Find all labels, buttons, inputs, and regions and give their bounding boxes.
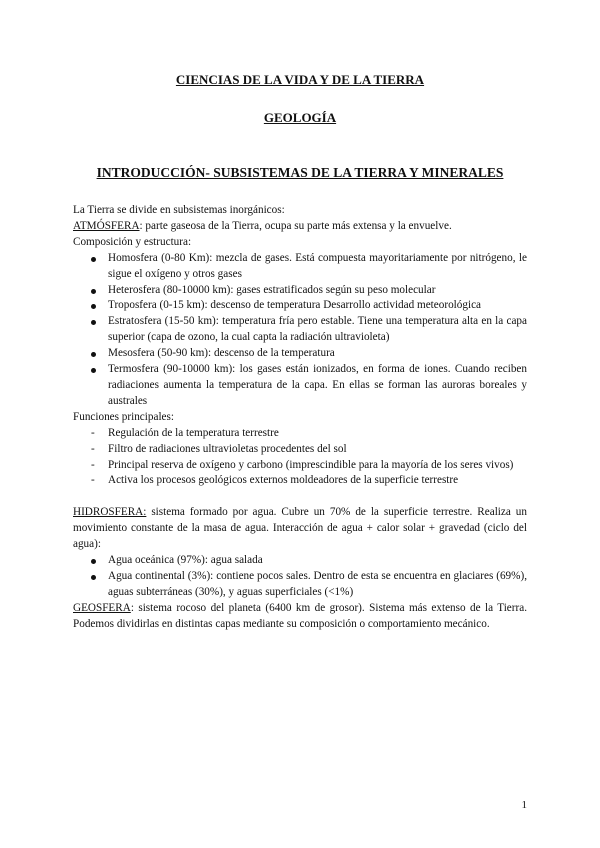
list-item: Heterosfera (80-10000 km): gases estratificados según su peso molecular bbox=[73, 283, 527, 299]
document-body bbox=[73, 203, 527, 633]
atmosfera-definition: : parte gaseosa de la Tierra, ocupa su parte más extensa y la envuelve. bbox=[139, 219, 452, 232]
list-item: Troposfera (0-15 km): descenso de temperatura Desarrollo actividad meteorológica bbox=[73, 298, 527, 314]
list-item: - Principal reserva de oxígeno y carbono (imprescindible para la mayoría de los seres vivos) bbox=[73, 458, 527, 474]
atmosfera-paragraph bbox=[73, 219, 527, 235]
list-item: Termosfera (90-10000 km): los gases están ionizados, en forma de iones. Cuando reciben radiaciones aumenta la temperatura de la capa. En ellas se forman las auroras boreales y australes bbox=[73, 362, 527, 410]
atmosphere-layers-list bbox=[73, 251, 527, 410]
list-item: - Filtro de radiaciones ultravioletas procedentes del sol bbox=[73, 442, 527, 458]
page-number: 1 bbox=[521, 799, 527, 811]
hidrosfera-term: HIDROSFERA: bbox=[73, 506, 147, 519]
intro-text: La Tierra se divide en subsistemas inorgánicos: bbox=[73, 204, 285, 216]
course-title: CIENCIAS DE LA VIDA Y DE LA TIERRA bbox=[175, 72, 425, 87]
hidrosfera-paragraph bbox=[73, 505, 527, 553]
list-item: Estratosfera (15-50 km): temperatura fría pero estable. Tiene una temperatura alta en la capa superior (capa de ozono, la cual capta la radiación ultravioleta) bbox=[73, 314, 527, 346]
spacer bbox=[73, 489, 527, 505]
list-item: - Activa los procesos geológicos externos moldeadores de la superficie terrestre bbox=[73, 473, 527, 489]
functions-label: Funciones principales: bbox=[73, 410, 174, 423]
unit-title: INTRODUCCIÓN- SUBSISTEMAS DE LA TIERRA Y MINERALES bbox=[96, 165, 504, 180]
hidrosfera-list bbox=[73, 553, 527, 601]
atmosfera-term: ATMÓSFERA bbox=[73, 219, 140, 232]
geosfera-term: GEOSFERA bbox=[73, 601, 131, 614]
composition-label: Composición y estructura: bbox=[73, 235, 192, 248]
list-item: Agua continental (3%): contiene pocos sales. Dentro de esta se encuentra en glaciares (69%), aguas subterráneas (30%), y aguas superficiales (<1%) bbox=[73, 569, 527, 601]
list-item: - Regulación de la temperatura terrestre bbox=[73, 426, 527, 442]
geosfera-paragraph bbox=[73, 601, 527, 633]
functions-list bbox=[73, 426, 527, 490]
subject-title: GEOLOGÍA bbox=[263, 110, 337, 125]
list-item: Mesosfera (50-90 km): descenso de la temperatura bbox=[73, 346, 527, 362]
geosfera-definition: : sistema rocoso del planeta (6400 km de grosor). Sistema más extenso de la Tierra. Podemos dividirlas en distintas capas mediante su composición o comportamiento mecánico. bbox=[73, 601, 527, 630]
hidrosfera-definition: sistema formado por agua. Cubre un 70% de la superficie terrestre. Realiza un movimiento constante de la masa de agua. Interacción de agua + calor solar + gravedad (ciclo del agua): bbox=[73, 506, 527, 551]
list-item: Agua oceánica (97%): agua salada bbox=[73, 553, 527, 569]
list-item: Homosfera (0-80 Km): mezcla de gases. Está compuesta mayoritariamente por nitrógeno, le sigue el oxígeno y otros gases bbox=[73, 251, 527, 283]
